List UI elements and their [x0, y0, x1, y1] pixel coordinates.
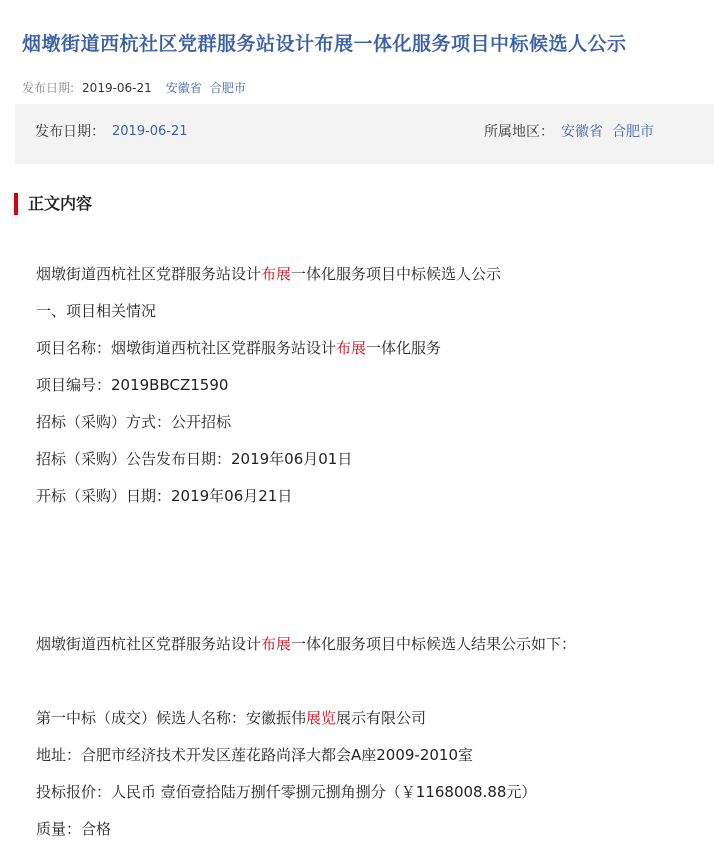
- procurement-method: 招标（采购）方式：公开招标: [36, 413, 232, 431]
- highlight-segment: 布展: [261, 265, 292, 283]
- bid-price: 投标报价：人民币 壹佰壹拾陆万捌仟零捌元捌角捌分（￥1168008.88元）: [36, 783, 537, 801]
- body-heading: [36, 263, 501, 285]
- section-one-title: 一、项目相关情况: [36, 302, 157, 320]
- info-city-link[interactable]: 合肥市: [612, 124, 654, 140]
- meta-date: 2019-06-21: [82, 81, 152, 95]
- highlight-segment: 布展: [336, 339, 367, 357]
- text-segment: 烟墩街道西杭社区党群服务站设计: [36, 635, 262, 653]
- result-intro: [36, 633, 576, 655]
- open-date: 开标（采购）日期：2019年06月21日: [36, 487, 293, 505]
- announce-date: 招标（采购）公告发布日期：2019年06月01日: [36, 450, 353, 468]
- text-segment: 展示有限公司: [336, 709, 427, 727]
- meta-province-link[interactable]: 安徽省: [165, 81, 202, 95]
- text-segment: 一体化服务项目中标候选人结果公示如下：: [291, 635, 577, 653]
- text-segment: 项目名称：烟墩街道西杭社区党群服务站设计: [36, 339, 337, 357]
- highlight-segment: 布展: [261, 635, 292, 653]
- info-box: [15, 104, 714, 164]
- candidate-name: [36, 707, 426, 729]
- project-name: [36, 337, 441, 359]
- meta-line: [22, 80, 246, 96]
- info-region-label: 所属地区：: [484, 124, 554, 140]
- text-segment: 烟墩街道西杭社区党群服务站设计: [36, 265, 262, 283]
- text-segment: 一体化服务项目中标候选人公示: [291, 265, 502, 283]
- text-segment: 第一中标（成交）候选人名称：安徽振伟: [36, 709, 307, 727]
- candidate-address: 地址：合肥市经济技术开发区莲花路尚泽大都会A座2009-2010室: [36, 746, 474, 764]
- info-province-link[interactable]: 安徽省: [561, 124, 603, 140]
- text-segment: 一体化服务: [366, 339, 442, 357]
- meta-city-link[interactable]: 合肥市: [209, 81, 246, 95]
- info-date: 2019-06-21: [112, 124, 188, 139]
- page-title: 烟墩街道西杭社区党群服务站设计布展一体化服务项目中标候选人公示: [22, 33, 627, 55]
- project-number: 项目编号：2019BBCZ1590: [36, 376, 229, 394]
- meta-date-label: 发布日期:: [22, 81, 75, 95]
- quality: 质量：合格: [36, 820, 112, 838]
- section-title: 正文内容: [14, 193, 92, 215]
- highlight-segment: 展览: [306, 709, 337, 727]
- info-date-label: 发布日期：: [35, 124, 105, 140]
